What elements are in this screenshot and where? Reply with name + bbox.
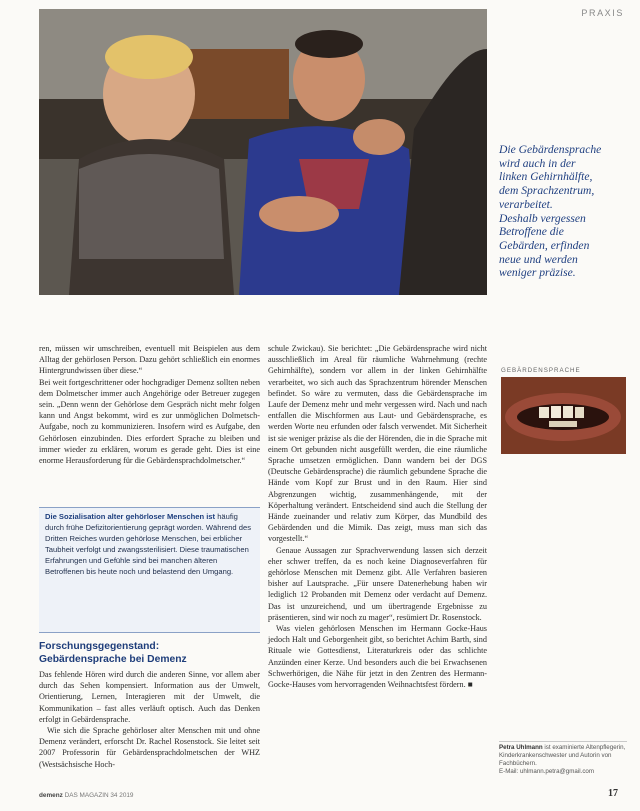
info-box-text: häufig durch frühe Defizitorientierung geprägt worden. Während des Dritten Reiches wurden gehörlose Menschen, bei erblicher Taubheit verfolgt und zwangssterilisiert. Diese traumatischen Erfahrungen und Gefühle sind bei manchen älteren Betroffenen bis heute noch und belastend den Umgang. — [45, 512, 251, 577]
mouth-photo-image — [501, 377, 626, 454]
section-subhead: Forschungsgegenstand: Gebärdensprache bei Demenz — [39, 641, 187, 665]
author-email: E-Mail: uhlmann.petra@gmail.com — [499, 768, 595, 775]
author-box — [499, 744, 627, 776]
paragraph: ren, müssen wir umschreiben, eventuell mit Beispielen aus dem Alltag der gehörlosen Person. Dazu gehört schließlich ein enormes Hintergrundwissen über diese.“ — [39, 344, 260, 376]
paragraph: schule Zwickau). Sie berichtet: „Die Gebärdensprache wird nicht ausschließlich im Areal für räumliche Wahrnehmung (rechte Gehirnhälfte), sondern vor allem in der linken Gehirnhälfte verarbeitet, wo sich auch das Sprachzentrum hörender Menschen befindet. So wäre zu vermuten, dass die Gebärdensprache im Laufe der Demenz mehr und mehr vergessen wird. Nach und nach entfallen die Mischformen aus Laut- und Gebärdensprache, es werden Worte neu erfunden oder falsch verwendet. Mit Sicherheit ist sie weniger präzise als die der Hörenden, die in die Sprache mit einem Ort gebunden nicht ausgefüllt werden, die eine räumliche Sprache umsetzen ermöglichen. Dann wandern bei der DGS (Deutsche Gebärdensprache) die räumlich gebundene Sprache die Hände vom Kopf zur Brust und in den Raum. Hier sind Abgrenzungen wichtig, zusammenhängende, mit der Köperhaltung verändert. Entscheidend sind auch die Stellung der Hände zueinander und relativ zum Körper, das Mundbild des Gebärdenden und die Mimik. Das zeigt, muss man sich das vorgestellt.“ — [268, 344, 487, 544]
section-label: PRAXIS — [581, 8, 624, 18]
side-photo — [501, 377, 626, 454]
footer-magazine: demenz — [39, 792, 63, 799]
author-bio: ist examinierte Altenpflegerin, Kinderkrankenschwester und Autorin von Fachbüchern. — [499, 744, 626, 767]
paragraph: Das fehlende Hören wird durch die anderen Sinne, vor allem aber durch das Sehen kompensiert. Information aus der Umwelt, Orientierung, Lernen, Interagieren mit der Umwelt, die Kommunikation – fast alles verläuft optisch. Auch das Denken erfolgt in Gebärdensprache. — [39, 670, 260, 724]
info-box-lead: Die Sozialisation alter gehörloser Menschen ist — [45, 512, 216, 521]
article-column-1 — [39, 343, 260, 466]
footer-issue: DAS MAGAZIN 34 2019 — [64, 792, 134, 799]
main-photo-image — [39, 9, 487, 295]
article-column-1-lower — [39, 669, 260, 770]
side-photo-caption: GEBÄRDENSPRACHE — [501, 367, 581, 374]
author-name: Petra Uhlmann — [499, 744, 543, 751]
paragraph: Bei weit fortgeschrittener oder hochgradiger Demenz sollten neben dem Dolmetscher immer auch Angehörige oder Betreuer zugegen sein. „Denn wenn der Gehörlose dem Gespräch nicht mehr folgen kann und Angst bekommt, wird es zur unmöglichen Dolmetsch-Aufgabe, noch zu kommunizieren. Insofern wird es Aufgabe, den Gehörlosen einzubinden. Dies erfordert Sprache zu bleiben und immer wieder zu erklären, worum es gerade geht. Dies ist eine enorme Herausforderung für die Gebärdensprachdolmetscher.“ — [39, 377, 260, 466]
paragraph: Wie sich die Sprache gehörloser alter Menschen mit und ohne Demenz verändert, erforscht Dr. Rachel Rosenstock. Sie leitet seit 2007 Professorin für Gebärdensprachdolmetschen der WHZ (Westsächsische Hoch- — [39, 726, 260, 769]
article-column-2 — [268, 343, 487, 690]
footer — [39, 792, 133, 799]
info-box — [39, 507, 260, 633]
author-rule — [499, 741, 627, 742]
main-photo — [39, 9, 487, 295]
paragraph: Was vielen gehörlosen Menschen im Hermann Gocke-Haus jedoch Halt und Geborgenheit gibt, so berichtet Achim Barth, sind Rituale wie Gottesdienst, Literaturkreis oder das schlichte Anzünden einer Kerze. Und besonders auch die bei Erwachsenen Schwerhörigen, die Nähe für jetzt in den Zentren des Hermann-Gocke-Hauses vom hervorragenden Weihnachtsfest fördern. ■ — [268, 624, 487, 690]
page-number: 17 — [608, 788, 618, 799]
pull-quote: Die Gebärdensprache wird auch in der linken Gehirnhälfte, dem Sprachzentrum, verarbeitet. Deshalb vergessen Betroffene die Gebärden, erfinden neue und werden weniger präzise. — [499, 143, 602, 280]
paragraph: Genaue Aussagen zur Sprachverwendung lassen sich derzeit eher schwer treffen, da es noch keine Diagnoseverfahren für gehörlose Menschen mit Demenz gibt. Alle Verfahren basieren bisher auf Lautsprache. „Für unsere Datenerhebung haben wir lediglich 12 Probanden mit Demenz oder verdacht auf Demenz. Das ist unzureichend, und um übertragende Ergebnisse zu präsentieren, sind wir noch zu mager“, resümiert Dr. Rosenstock. — [268, 545, 487, 622]
